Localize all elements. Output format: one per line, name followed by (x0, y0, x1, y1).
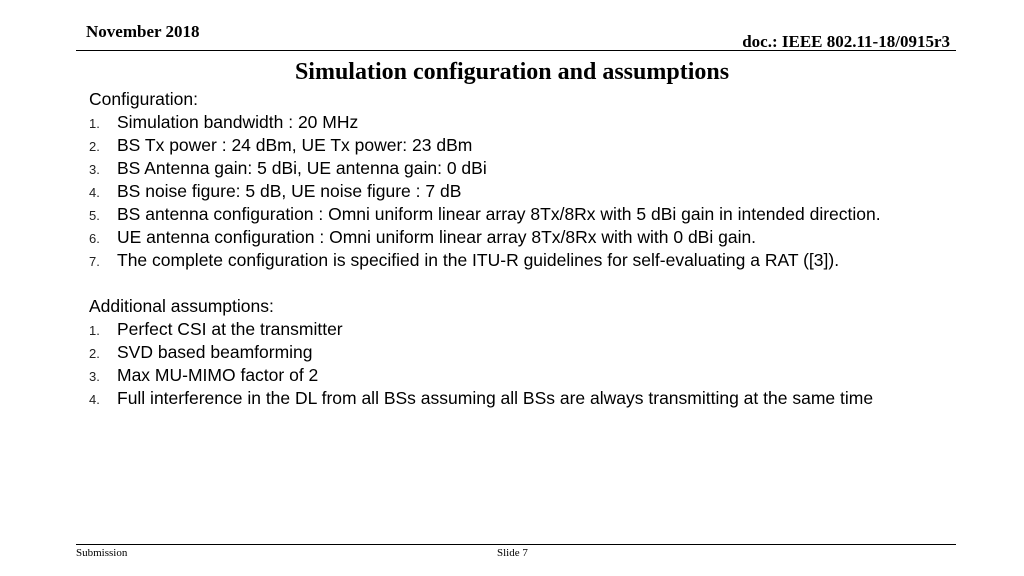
list-text: The complete configuration is specified in the ITU-R guidelines for self-evaluating a RAT ([3]). (117, 250, 840, 270)
list-number: 6. (89, 231, 100, 246)
list-item (89, 318, 989, 341)
list-text: Perfect CSI at the transmitter (117, 319, 343, 339)
list-number: 4. (89, 392, 100, 407)
list-number: 1. (89, 116, 100, 131)
list-item (89, 341, 989, 364)
list-text: UE antenna configuration : Omni uniform linear array 8Tx/8Rx with with 0 dBi gain. (117, 227, 757, 247)
list-item (89, 134, 989, 157)
footer-submission: Submission (76, 547, 128, 559)
list-number: 3. (89, 162, 100, 177)
list-item (89, 387, 989, 410)
list-text: BS noise figure: 5 dB, UE noise figure : 7 dB (117, 181, 462, 201)
slide-title: Simulation configuration and assumptions (294, 59, 730, 85)
footer-divider (76, 544, 956, 545)
configuration-heading: Configuration: (89, 89, 198, 109)
list-item (89, 364, 989, 387)
list-text: BS antenna configuration : Omni uniform linear array 8Tx/8Rx with 5 dBi gain in intended direction. (117, 204, 881, 224)
slide-number: Slide 7 (497, 547, 528, 559)
list-number: 4. (89, 185, 100, 200)
list-item (89, 203, 989, 226)
list-number: 5. (89, 208, 100, 223)
list-item (89, 226, 989, 249)
list-text: Full interference in the DL from all BSs assuming all BSs are always transmitting at the same time (117, 388, 874, 408)
section-spacer (89, 272, 989, 295)
list-text: SVD based beamforming (117, 342, 313, 362)
list-item (89, 180, 989, 203)
list-item (89, 111, 989, 134)
assumptions-heading: Additional assumptions: (89, 296, 274, 316)
list-item (89, 157, 989, 180)
header-doc-id: doc.: IEEE 802.11-18/0915r3 (742, 32, 950, 51)
header-divider (76, 50, 956, 51)
list-number: 2. (89, 346, 100, 361)
list-text: BS Tx power : 24 dBm, UE Tx power: 23 dBm (117, 135, 473, 155)
list-item (89, 249, 989, 272)
list-number: 7. (89, 254, 100, 269)
list-number: 3. (89, 369, 100, 384)
list-text: Max MU-MIMO factor of 2 (117, 365, 319, 385)
list-number: 2. (89, 139, 100, 154)
slide-body (89, 88, 989, 410)
list-number: 1. (89, 323, 100, 338)
list-text: Simulation bandwidth : 20 MHz (117, 112, 359, 132)
header-date: November 2018 (86, 22, 200, 41)
list-text: BS Antenna gain: 5 dBi, UE antenna gain: 0 dBi (117, 158, 487, 178)
